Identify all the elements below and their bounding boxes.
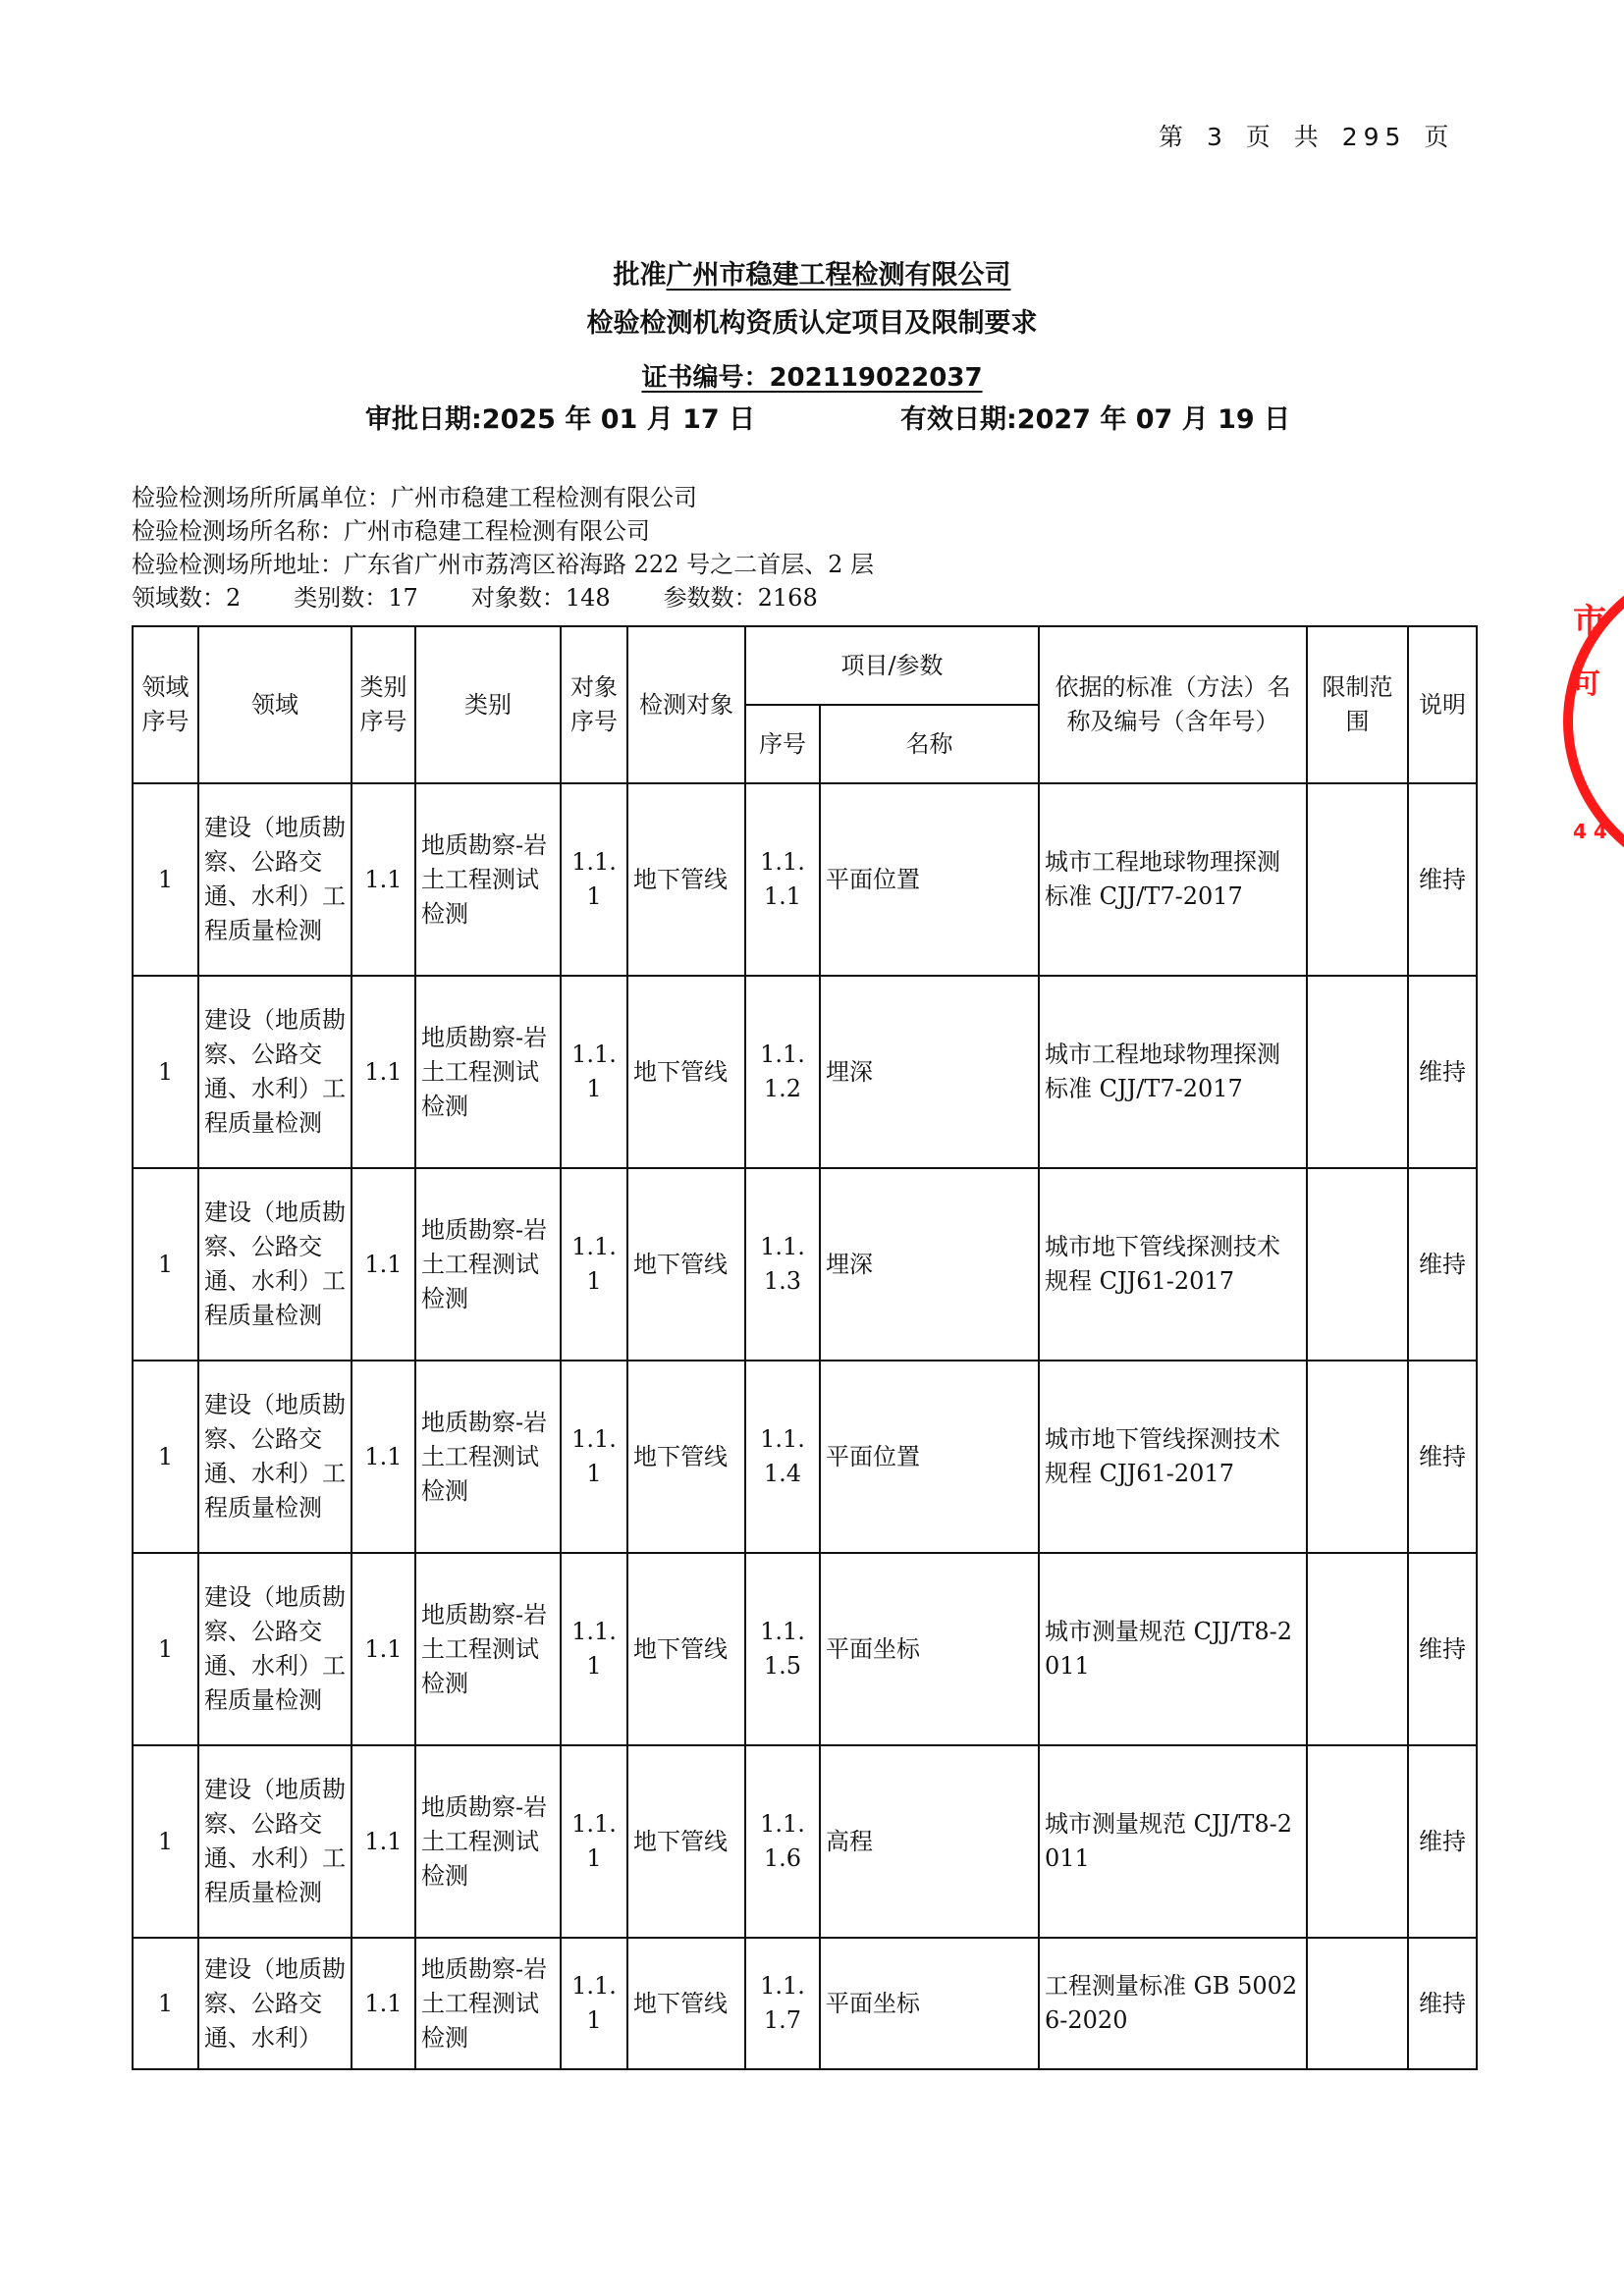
site-address: 检验检测场所地址：广东省广州市荔湾区裕海路 222 号之二首层、2 层 — [132, 551, 874, 578]
cell-category: 地质勘察-岩土工程测试检测 — [415, 1168, 561, 1361]
cell-domain-no: 1 — [133, 1553, 198, 1745]
cell-object-no: 1.1.1 — [561, 1938, 627, 2069]
cell-item-name: 平面坐标 — [820, 1938, 1039, 2069]
cell-domain-no: 1 — [133, 1168, 198, 1361]
cell-standard: 城市工程地球物理探测标准 CJJ/T7-2017 — [1039, 783, 1307, 976]
seal-char: 市 — [1573, 602, 1606, 641]
cell-standard: 城市地下管线探测技术规程 CJJ61-2017 — [1039, 1168, 1307, 1361]
cell-category-no: 1.1 — [352, 1553, 415, 1745]
affiliated-unit: 检验检测场所所属单位：广州市稳建工程检测有限公司 — [132, 484, 697, 511]
header-note: 说明 — [1408, 626, 1477, 783]
cell-item-no: 1.1.1.1 — [745, 783, 820, 976]
cell-category: 地质勘察-岩土工程测试检测 — [415, 1553, 561, 1745]
cell-category-no: 1.1 — [352, 1168, 415, 1361]
cell-domain-no: 1 — [133, 976, 198, 1168]
cell-limit — [1307, 1553, 1408, 1745]
cell-standard: 城市测量规范 CJJ/T8-2011 — [1039, 1745, 1307, 1938]
certificate-number: 证书编号：202119022037 — [641, 363, 983, 393]
cell-item-name: 高程 — [820, 1745, 1039, 1938]
cell-object: 地下管线 — [627, 976, 745, 1168]
cell-note: 维持 — [1408, 976, 1477, 1168]
table-row — [133, 1168, 1477, 1361]
cell-object-no: 1.1.1 — [561, 1168, 627, 1361]
cell-object-no: 1.1.1 — [561, 1553, 627, 1745]
cell-note: 维持 — [1408, 1361, 1477, 1553]
cell-note: 维持 — [1408, 1553, 1477, 1745]
title-company: 广州市稳建工程检测有限公司 — [666, 260, 1011, 291]
cell-category-no: 1.1 — [352, 976, 415, 1168]
cell-object: 地下管线 — [627, 783, 745, 976]
cell-note: 维持 — [1408, 783, 1477, 976]
header-object: 检测对象 — [627, 626, 745, 783]
cell-object: 地下管线 — [627, 1938, 745, 2069]
header-item-param: 项目/参数 — [745, 626, 1039, 705]
cell-domain: 建设（地质勘察、公路交通、水利）工程质量检测 — [198, 1361, 352, 1553]
table-row — [133, 1745, 1477, 1938]
cell-item-no: 1.1.1.6 — [745, 1745, 820, 1938]
approval-date: 审批日期:2025 年 01 月 17 日 — [365, 404, 756, 435]
cell-limit — [1307, 1361, 1408, 1553]
table-row — [133, 783, 1477, 976]
cell-item-no: 1.1.1.7 — [745, 1938, 820, 2069]
page-indicator: 第 3 页 共 295 页 — [1159, 123, 1455, 151]
cell-note: 维持 — [1408, 1938, 1477, 2069]
table-row — [133, 976, 1477, 1168]
header-limit: 限制范围 — [1307, 626, 1408, 783]
cell-domain-no: 1 — [133, 1745, 198, 1938]
cell-category: 地质勘察-岩土工程测试检测 — [415, 1938, 561, 2069]
cell-category: 地质勘察-岩土工程测试检测 — [415, 1361, 561, 1553]
domain-count: 领域数：2 — [132, 584, 242, 612]
cell-domain: 建设（地质勘察、公路交通、水利）工程质量检测 — [198, 1553, 352, 1745]
title-prefix: 批准 — [613, 260, 667, 291]
cell-item-no: 1.1.1.4 — [745, 1361, 820, 1553]
cell-item-no: 1.1.1.5 — [745, 1553, 820, 1745]
cell-object: 地下管线 — [627, 1553, 745, 1745]
cell-category-no: 1.1 — [352, 1938, 415, 2069]
cell-item-name: 埋深 — [820, 1168, 1039, 1361]
table-row — [133, 1938, 1477, 2069]
cell-object: 地下管线 — [627, 1745, 745, 1938]
cell-limit — [1307, 1168, 1408, 1361]
counts-line — [132, 581, 871, 614]
cell-item-no: 1.1.1.2 — [745, 976, 820, 1168]
cell-category: 地质勘察-岩土工程测试检测 — [415, 976, 561, 1168]
cell-category-no: 1.1 — [352, 783, 415, 976]
parameter-count: 参数数：2168 — [663, 584, 818, 612]
table-row — [133, 1361, 1477, 1553]
cell-standard: 工程测量标准 GB 50026-2020 — [1039, 1938, 1307, 2069]
site-name: 检验检测场所名称：广州市稳建工程检测有限公司 — [132, 517, 650, 545]
document-title — [0, 253, 1624, 292]
header-item-name: 名称 — [820, 705, 1039, 783]
official-seal-stamp — [1563, 555, 1624, 888]
cell-category: 地质勘察-岩土工程测试检测 — [415, 783, 561, 976]
header-domain: 领域 — [198, 626, 352, 783]
cell-domain-no: 1 — [133, 783, 198, 976]
cell-limit — [1307, 1745, 1408, 1938]
header-object-no: 对象序号 — [561, 626, 627, 783]
cell-domain-no: 1 — [133, 1938, 198, 2069]
cell-category-no: 1.1 — [352, 1361, 415, 1553]
cell-object: 地下管线 — [627, 1361, 745, 1553]
cell-category: 地质勘察-岩土工程测试检测 — [415, 1745, 561, 1938]
seal-char: 可 — [1573, 667, 1601, 700]
header-domain-no: 领域序号 — [133, 626, 198, 783]
cell-item-name: 平面位置 — [820, 783, 1039, 976]
cell-standard: 城市地下管线探测技术规程 CJJ61-2017 — [1039, 1361, 1307, 1553]
cell-limit — [1307, 976, 1408, 1168]
valid-date: 有效日期:2027 年 07 月 19 日 — [900, 404, 1291, 435]
cell-domain: 建设（地质勘察、公路交通、水利）工程质量检测 — [198, 1745, 352, 1938]
cell-domain: 建设（地质勘察、公路交通、水利）工程质量检测 — [198, 783, 352, 976]
cell-standard: 城市工程地球物理探测标准 CJJ/T7-2017 — [1039, 976, 1307, 1168]
cell-object-no: 1.1.1 — [561, 1361, 627, 1553]
cell-object-no: 1.1.1 — [561, 1745, 627, 1938]
cell-note: 维持 — [1408, 1168, 1477, 1361]
cell-domain: 建设（地质勘察、公路交通、水利） — [198, 1938, 352, 2069]
category-count: 类别数：17 — [294, 584, 418, 612]
qualification-table — [132, 625, 1478, 2070]
cell-standard: 城市测量规范 CJJ/T8-2011 — [1039, 1553, 1307, 1745]
cell-category-no: 1.1 — [352, 1745, 415, 1938]
cell-domain-no: 1 — [133, 1361, 198, 1553]
cell-item-name: 埋深 — [820, 976, 1039, 1168]
cell-limit — [1307, 1938, 1408, 2069]
cell-note: 维持 — [1408, 1745, 1477, 1938]
header-category-no: 类别序号 — [352, 626, 415, 783]
header-category: 类别 — [415, 626, 561, 783]
cell-domain: 建设（地质勘察、公路交通、水利）工程质量检测 — [198, 1168, 352, 1361]
header-row — [133, 626, 1477, 705]
document-subtitle: 检验检测机构资质认定项目及限制要求 — [586, 308, 1038, 339]
cell-object: 地下管线 — [627, 1168, 745, 1361]
table-row — [133, 1553, 1477, 1745]
header-item-no: 序号 — [745, 705, 820, 783]
cell-limit — [1307, 783, 1408, 976]
seal-char: 4 4 — [1573, 820, 1607, 843]
cell-domain: 建设（地质勘察、公路交通、水利）工程质量检测 — [198, 976, 352, 1168]
object-count: 对象数：148 — [470, 584, 611, 612]
cell-object-no: 1.1.1 — [561, 976, 627, 1168]
cell-item-no: 1.1.1.3 — [745, 1168, 820, 1361]
cell-item-name: 平面位置 — [820, 1361, 1039, 1553]
cell-object-no: 1.1.1 — [561, 783, 627, 976]
cell-item-name: 平面坐标 — [820, 1553, 1039, 1745]
header-standard: 依据的标准（方法）名称及编号（含年号） — [1039, 626, 1307, 783]
